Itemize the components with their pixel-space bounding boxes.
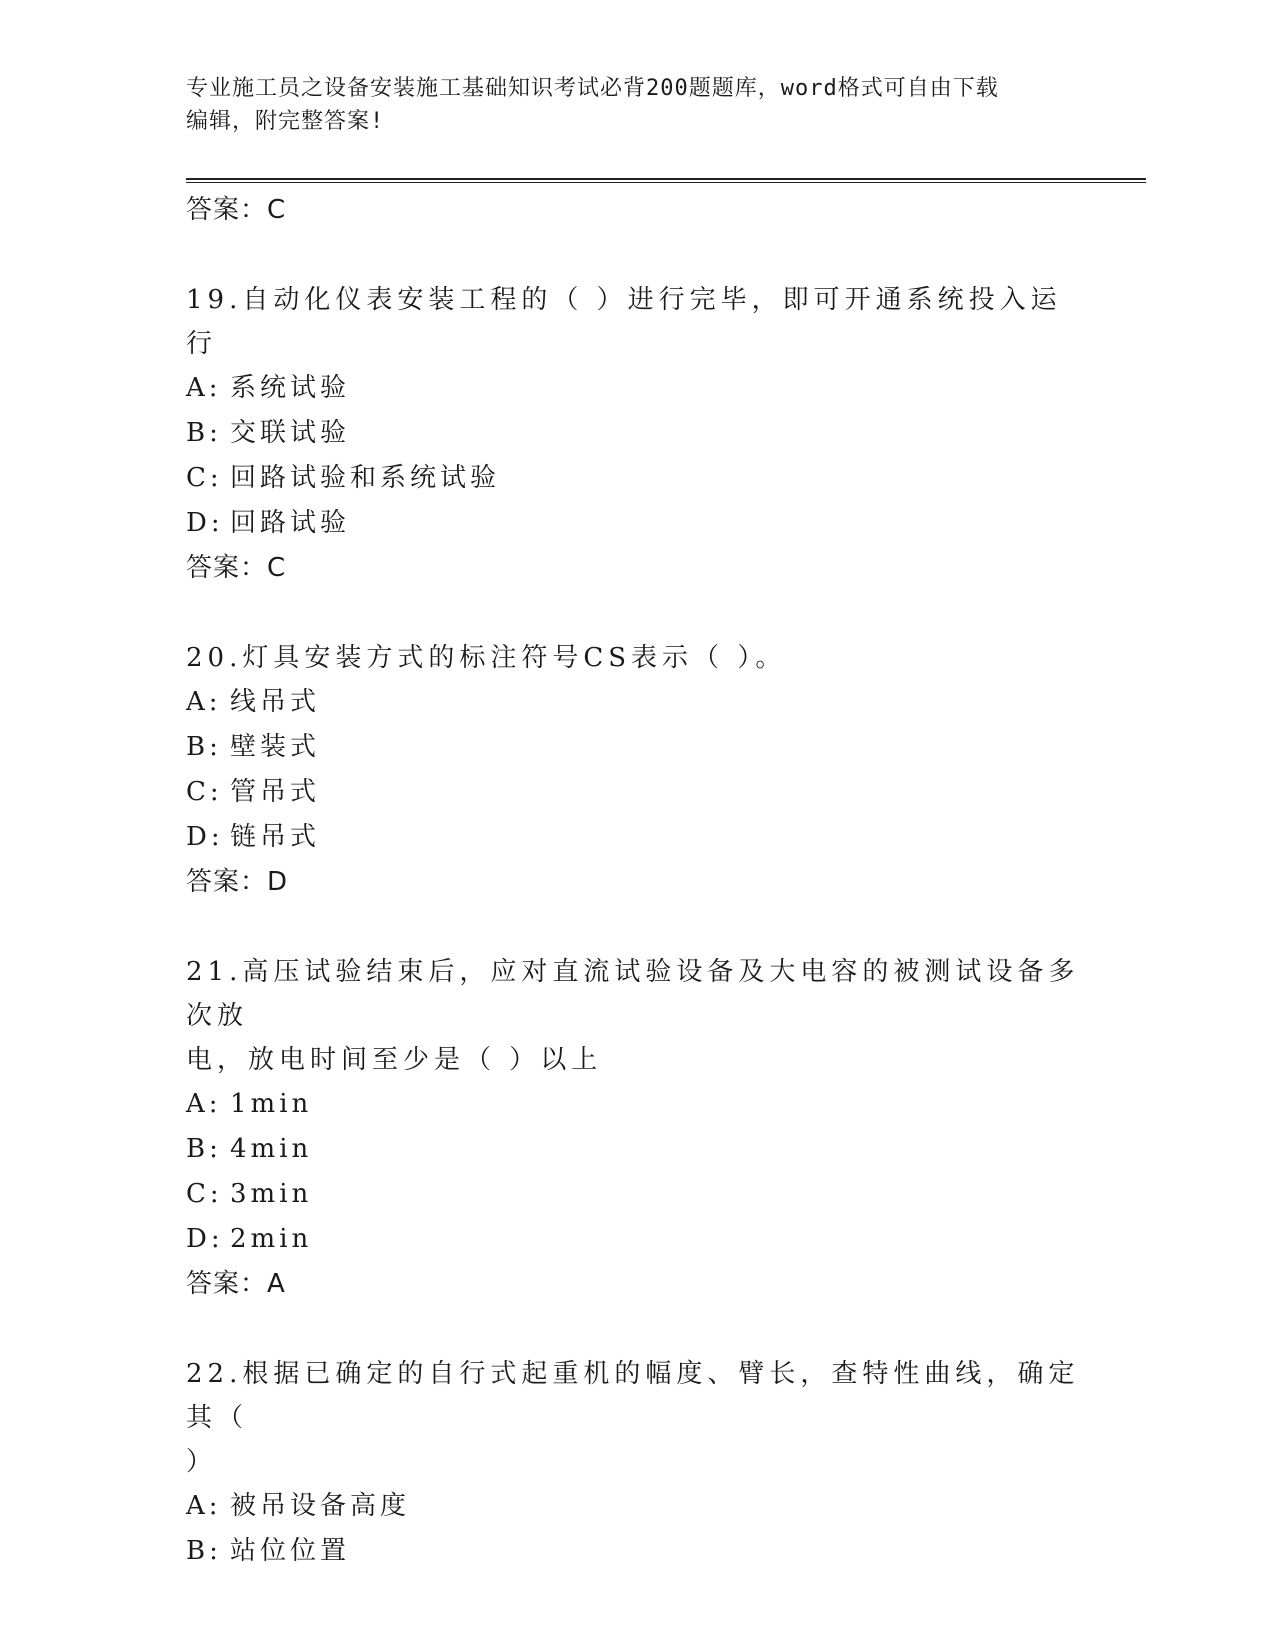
option-c	[186, 770, 1086, 815]
option-letter: D:	[186, 1224, 224, 1254]
option-text: 线吊式	[230, 687, 321, 717]
question-21	[186, 950, 1086, 1306]
header-line-1: 专业施工员之设备安装施工基础知识考试必背200题题库，word格式可自由下载	[186, 76, 999, 101]
page-header	[186, 72, 1066, 138]
option-d	[186, 1217, 1086, 1262]
option-c	[186, 456, 1086, 501]
option-letter: B:	[186, 1134, 222, 1164]
option-text: 4min	[230, 1134, 313, 1164]
question-22	[186, 1352, 1086, 1574]
option-a	[186, 680, 1086, 725]
option-text: 管吊式	[230, 777, 321, 807]
option-text: 被吊设备高度	[230, 1491, 411, 1521]
option-letter: D:	[186, 508, 224, 538]
option-text: 链吊式	[230, 822, 321, 852]
question-stem-line-2: 电，放电时间至少是（ ）以上	[186, 1045, 603, 1075]
option-b	[186, 725, 1086, 770]
question-answer: 答案：A	[186, 1269, 286, 1299]
option-text: 1min	[230, 1089, 313, 1119]
question-stem-line-1: 21.高压试验结束后，应对直流试验设备及大电容的被测试设备多次放	[186, 957, 1080, 1031]
option-a	[186, 1484, 1086, 1529]
question-20	[186, 636, 1086, 904]
question-stem-line-1: 22.根据已确定的自行式起重机的幅度、臂长，查特性曲线，确定其（	[186, 1359, 1080, 1433]
option-letter: C:	[186, 777, 223, 807]
option-text: 系统试验	[230, 373, 351, 403]
option-letter: A:	[186, 1089, 222, 1119]
option-text: 交联试验	[230, 418, 351, 448]
option-c	[186, 1172, 1086, 1217]
option-d	[186, 501, 1086, 546]
option-letter: A:	[186, 1491, 222, 1521]
header-divider	[186, 178, 1146, 183]
question-stem: 20.灯具安装方式的标注符号CS表示（ ）。	[186, 643, 787, 673]
option-letter: B:	[186, 418, 222, 448]
option-text: 3min	[230, 1179, 313, 1209]
option-text: 站位位置	[230, 1536, 351, 1566]
previous-answer: 答案：C	[186, 195, 287, 225]
option-b	[186, 411, 1086, 456]
option-letter: D:	[186, 822, 224, 852]
option-text: 回路试验	[230, 508, 351, 538]
header-line-2: 编辑，附完整答案!	[186, 109, 385, 134]
option-letter: A:	[186, 687, 222, 717]
option-letter: C:	[186, 463, 223, 493]
option-b	[186, 1127, 1086, 1172]
option-b	[186, 1529, 1086, 1574]
question-answer: 答案：C	[186, 553, 287, 583]
question-list	[186, 188, 1086, 1574]
option-a	[186, 1082, 1086, 1127]
question-stem-line-2: ）	[186, 1447, 218, 1477]
question-stem: 19.自动化仪表安装工程的（ ）进行完毕，即可开通系统投入运行	[186, 285, 1062, 359]
option-text: 2min	[230, 1224, 313, 1254]
question-answer: 答案：D	[186, 867, 289, 897]
option-letter: B:	[186, 732, 222, 762]
option-d	[186, 815, 1086, 860]
question-19	[186, 278, 1086, 590]
option-letter: B:	[186, 1536, 222, 1566]
option-text: 壁装式	[230, 732, 321, 762]
option-letter: C:	[186, 1179, 223, 1209]
option-letter: A:	[186, 373, 222, 403]
option-text: 回路试验和系统试验	[230, 463, 501, 493]
option-a	[186, 366, 1086, 411]
